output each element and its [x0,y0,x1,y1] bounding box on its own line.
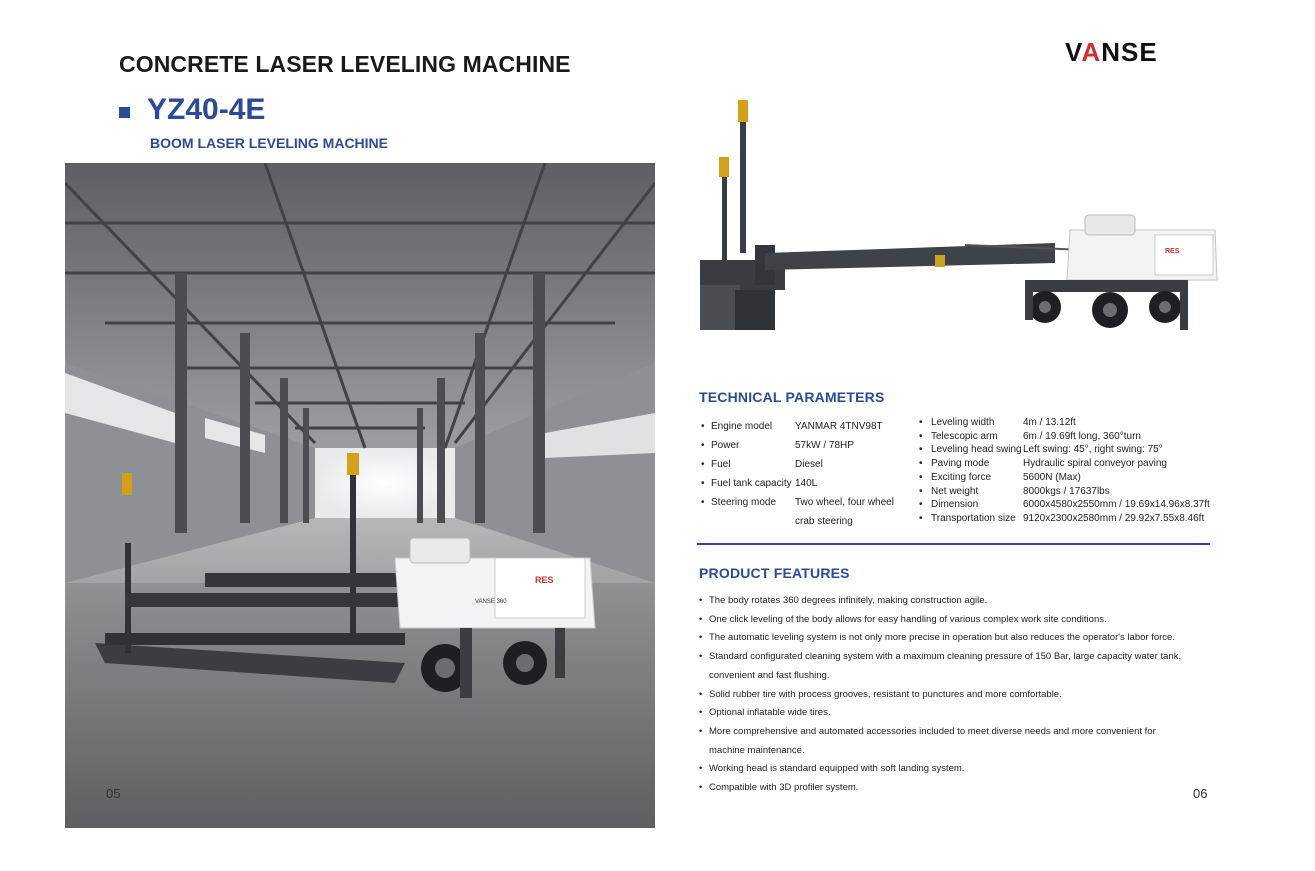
param-row: • Paving mode Hydraulic spiral conveyor paving [918,457,1218,471]
list-item: • One click leveling of the body allows for easy handling of various complex work site conditions. [699,611,1219,630]
list-item: • The body rotates 360 degrees infinitely, making construction agile. [699,592,1219,611]
model-name: YZ40-4E [147,93,266,126]
param-row-continuation: crab steering [795,516,853,527]
params-left-column [699,417,909,531]
svg-text:RES: RES [1165,248,1180,255]
param-row: • Engine model YANMAR 4TNV98T [699,417,909,436]
param-row: • Steering mode Two wheel, four wheel [699,493,909,512]
svg-text:VANSE 360: VANSE 360 [475,599,507,605]
technical-parameters-title: TECHNICAL PARAMETERS [699,389,885,405]
list-item-continuation: machine maintenance. [709,744,805,756]
page-number-left: 05 [106,786,121,801]
param-row: • Telescopic arm 6m / 19.69ft long, 360°turn [918,430,1218,444]
svg-text:RES: RES [535,575,554,585]
machine-side-view [695,95,1225,345]
param-row: • Fuel tank capacity 140L [699,474,909,493]
param-row: • Power 57kW / 78HP [699,436,909,455]
list-item: • Optional inflatable wide tires. [699,704,1219,723]
param-row: • Dimension 6000x4580x2550mm / 19.69x14.96x8.37ft [918,498,1218,512]
brand-logo: VANSE [1065,37,1158,67]
product-features-title: PRODUCT FEATURES [699,565,850,581]
page-title: CONCRETE LASER LEVELING MACHINE [119,51,571,77]
page-number-right: 06 [1193,786,1208,801]
list-item: • More comprehensive and automated accessories included to meet diverse needs and more convenient for [699,723,1219,742]
param-row: • Net weight 8000kgs / 17637lbs [918,485,1218,499]
param-row: • Fuel Diesel [699,455,909,474]
list-item: • Solid rubber tire with process grooves, resistant to punctures and more comfortable. [699,686,1219,705]
warehouse-photo [65,163,655,828]
section-divider [697,543,1210,545]
model-subtitle: BOOM LASER LEVELING MACHINE [150,135,389,151]
list-item: • The automatic leveling system is not only more precise in operation but also reduces the operator's labor force. [699,629,1219,648]
param-row: • Transportation size 9120x2300x2580mm / 29.92x7.55x8.46ft [918,512,1218,526]
param-row: • Leveling width 4m / 13.12ft [918,416,1218,430]
params-right-column [918,416,1218,526]
param-row: • Exciting force 5600N (Max) [918,471,1218,485]
list-item: • Standard configurated cleaning system with a maximum cleaning pressure of 150 Bar, large capacity water tank, [699,648,1219,667]
boom-machine-illustration [695,95,1225,345]
model-heading [119,93,265,127]
features-list [699,592,1219,798]
square-bullet-icon [119,107,130,118]
list-item: • Compatible with 3D profiler system. [699,779,1219,798]
warehouse-illustration [65,163,655,828]
param-row: • Leveling head swing Left swing: 45°, right swing: 75° [918,443,1218,457]
list-item-continuation: convenient and fast flushing. [709,669,830,681]
list-item: • Working head is standard equipped with soft landing system. [699,760,1219,779]
